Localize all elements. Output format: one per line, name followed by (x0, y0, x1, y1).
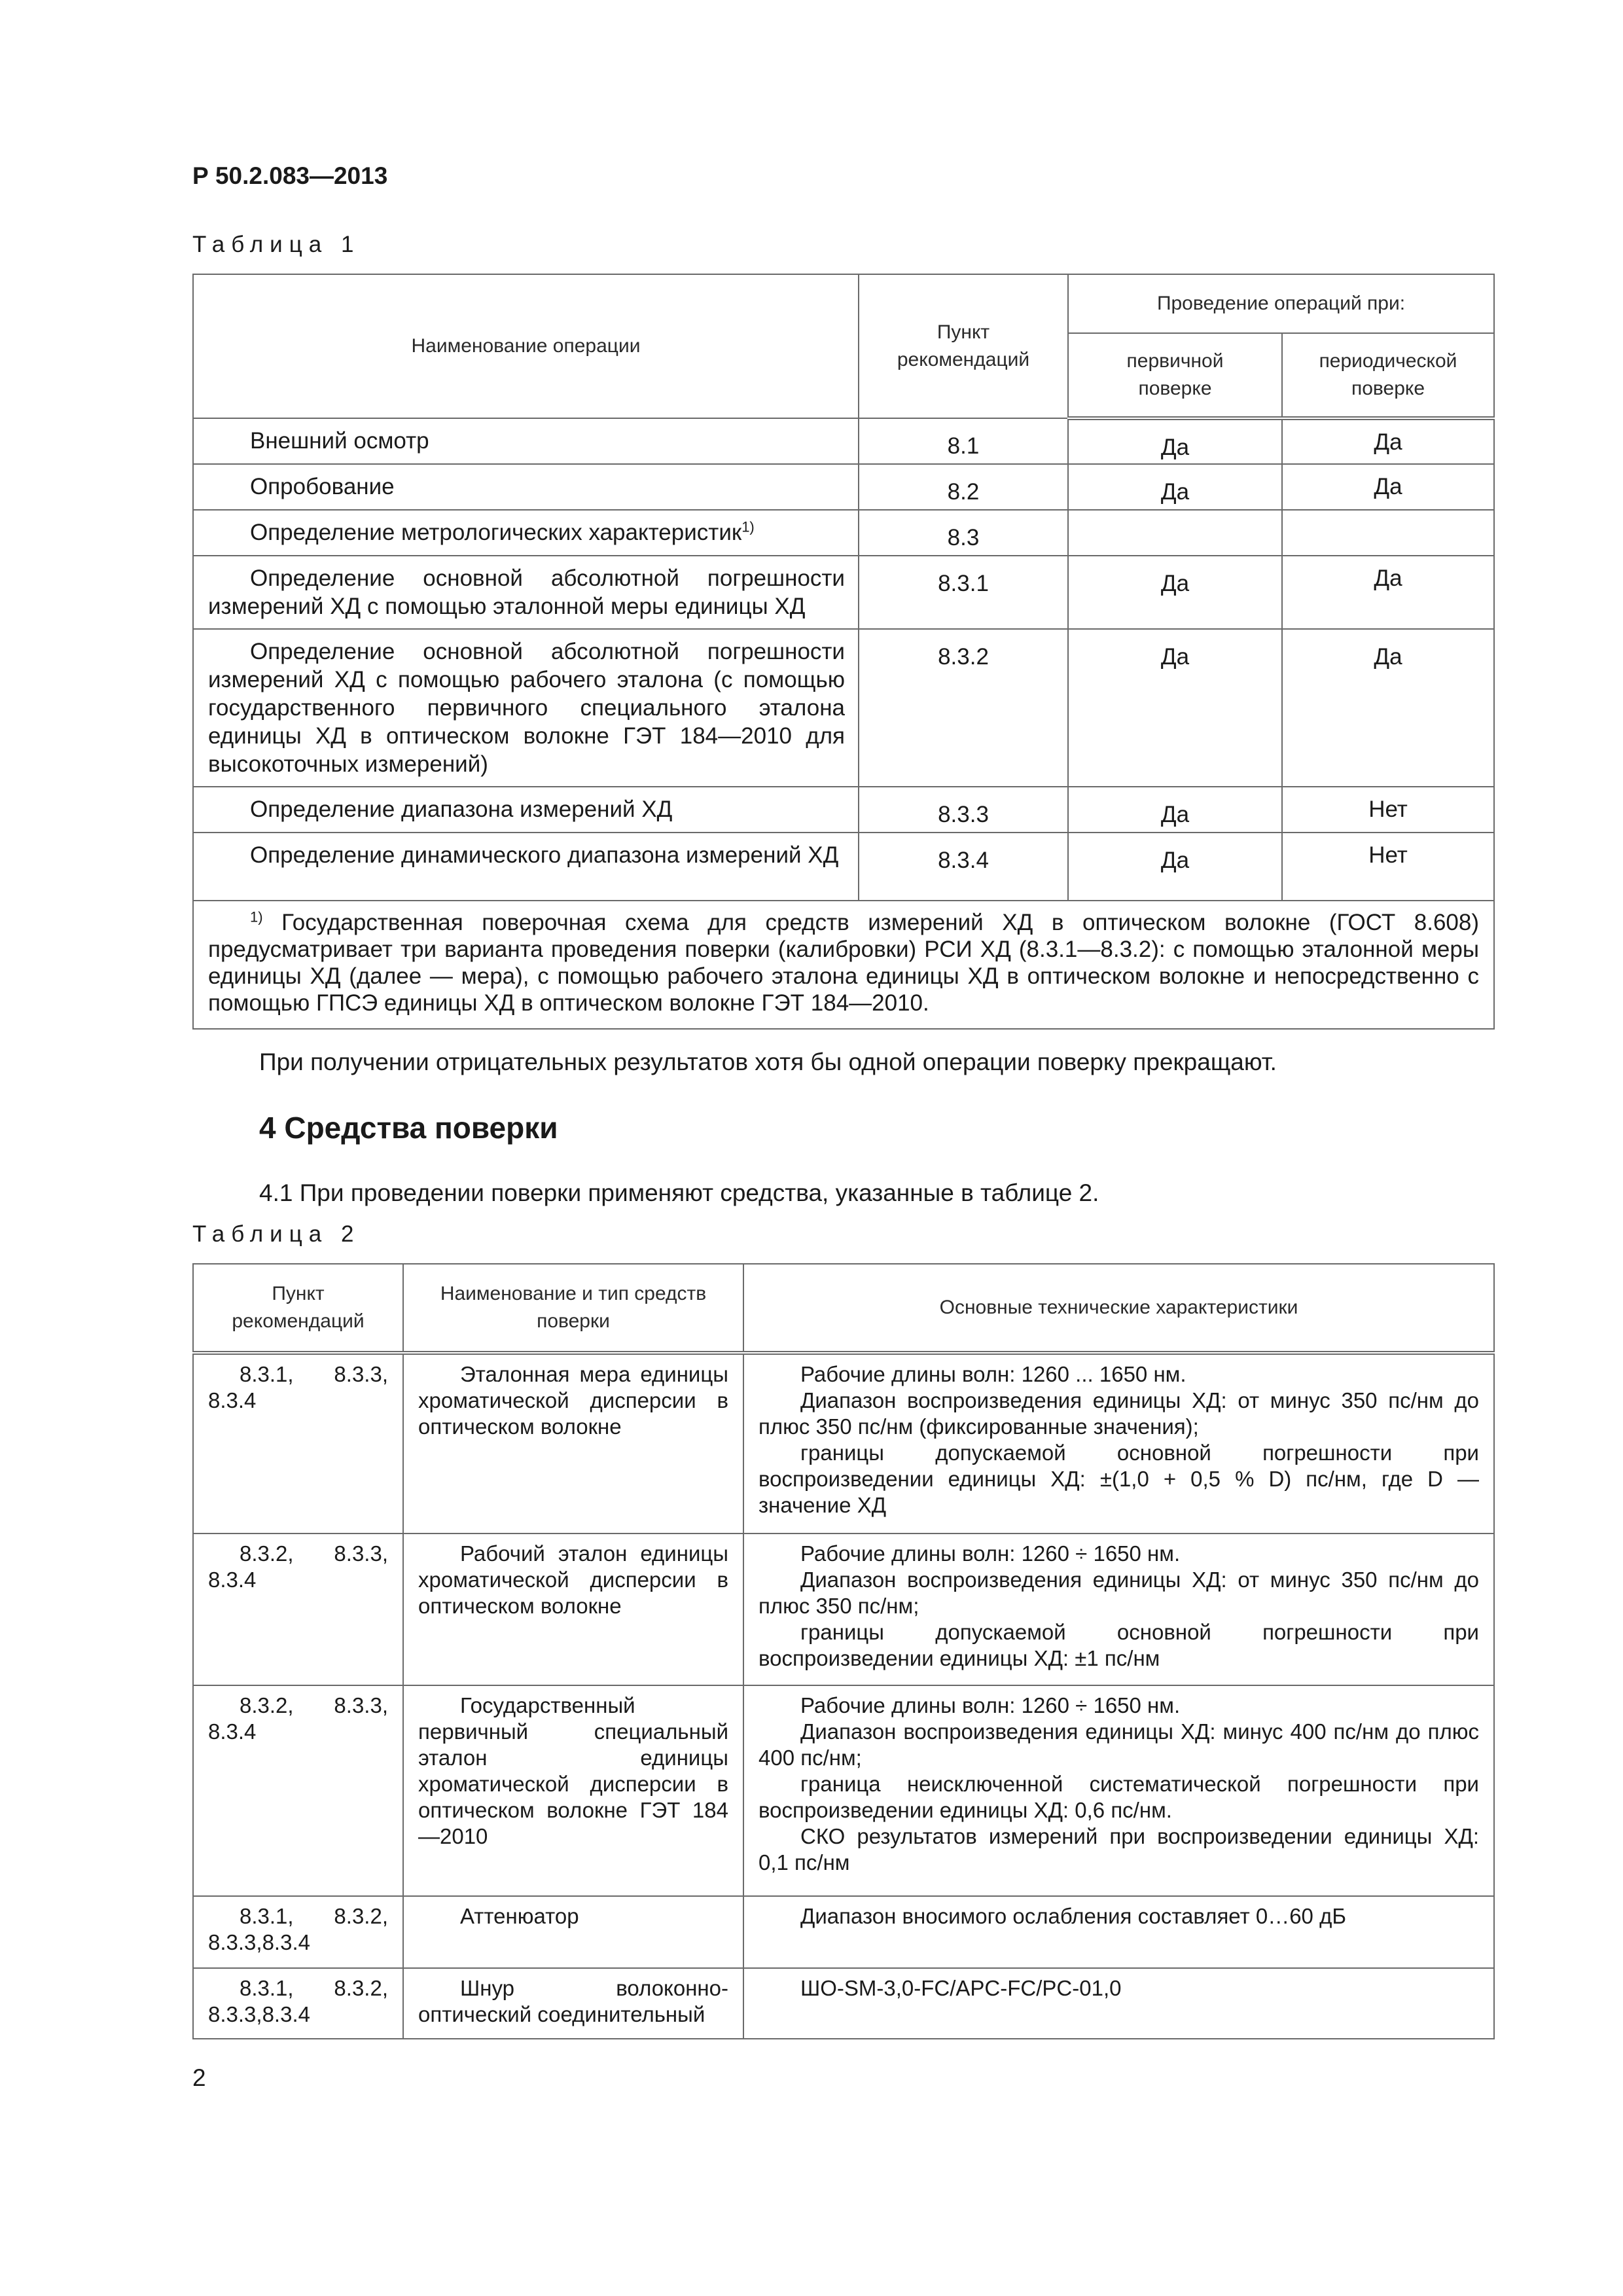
means-specs: ШО-SM-3,0-FC/APC-FC/PC-01,0 (743, 1968, 1494, 2039)
operation-periodic: Да (1282, 464, 1494, 510)
operation-name: Определение диапазона измерений ХД (193, 787, 859, 833)
paragraph-negative-results: При получении отрицательных результатов хотя бы одной операции поверку прекращают. (259, 1049, 1277, 1075)
header-specs: Основные технические характеристики (743, 1264, 1494, 1353)
operation-periodic: Да (1282, 556, 1494, 629)
operation-clause: 8.3 (859, 510, 1068, 556)
document-code: Р 50.2.083—2013 (192, 162, 388, 189)
operation-name: Опробование (193, 464, 859, 510)
operation-clause: 8.3.4 (859, 833, 1068, 901)
table-row (193, 510, 1494, 556)
means-clause: 8.3.1, 8.3.2, 8.3.3,8.3.4 (193, 1968, 403, 2039)
operation-name: Определение динамического диапазона измерений ХД (193, 833, 859, 901)
table-row (193, 629, 1494, 787)
header-clause: Пункт рекомендаций (193, 1264, 403, 1353)
operation-primary: Да (1068, 418, 1282, 464)
means-clause: 8.3.1, 8.3.3, 8.3.4 (193, 1353, 403, 1534)
operation-clause: 8.2 (859, 464, 1068, 510)
means-specs: Рабочие длины волн: 1260 ... 1650 нм. Диапазон воспроизведения единицы ХД: от минус 350 пс/нм до плюс 350 пс/нм (фиксированные значения); границы допускаемой основной погрешности при воспроизведении единицы ХД: ±(1,0 + 0,5 % D) пс/нм, где D — значение ХД (743, 1353, 1494, 1534)
means-clause: 8.3.2, 8.3.3, 8.3.4 (193, 1685, 403, 1896)
operation-name: Внешний осмотр (193, 418, 859, 464)
header-operation: Наименование операции (193, 274, 859, 418)
means-specs: Рабочие длины волн: 1260 ÷ 1650 нм. Диапазон воспроизведения единицы ХД: от минус 350 пс/нм до плюс 350 пс/нм; границы допускаемой основной погрешности при воспроизведении единицы ХД: ±1 пс/нм (743, 1534, 1494, 1685)
operation-primary: Да (1068, 464, 1282, 510)
header-operations-group: Проведение операций при: (1068, 274, 1494, 333)
header-name: Наименование и тип средств поверки (403, 1264, 743, 1353)
paragraph-4-1: 4.1 При проведении поверки применяют средства, указанные в таблице 2. (259, 1179, 1099, 1206)
operation-periodic: Да (1282, 418, 1494, 464)
table-row (193, 1353, 1494, 1534)
header-periodic: периодической поверке (1282, 333, 1494, 418)
operation-primary: Да (1068, 629, 1282, 787)
means-specs: Рабочие длины волн: 1260 ÷ 1650 нм. Диапазон воспроизведения единицы ХД: минус 400 пс/нм до плюс 400 пс/нм; граница неисключенной систематической погрешности при воспроизведении единицы ХД: 0,6 пс/нм. СКО результатов измерений при воспроизведении единицы ХД: 0,1 пс/нм (743, 1685, 1494, 1896)
operation-primary: Да (1068, 787, 1282, 833)
table-row (193, 1534, 1494, 1685)
table-row (193, 1968, 1494, 2039)
operation-clause: 8.3.3 (859, 787, 1068, 833)
operation-name: Определение метрологических характеристик$^{1)}$ (193, 510, 859, 556)
table-row (193, 556, 1494, 629)
header-clause: Пункт рекомендаций (859, 274, 1068, 418)
operation-periodic: Нет (1282, 787, 1494, 833)
operation-clause: 8.3.1 (859, 556, 1068, 629)
means-name: Аттенюатор (403, 1896, 743, 1968)
means-name: Эталонная мера единицы хроматической дисперсии в оптическом волокне (403, 1353, 743, 1534)
table-row (193, 1685, 1494, 1896)
footnote-mark: 1) (250, 908, 263, 925)
footnote-ref: 1) (741, 518, 755, 535)
means-name: Шнур волоконно-оптический соединительный (403, 1968, 743, 2039)
operation-primary: Да (1068, 833, 1282, 901)
operation-primary (1068, 510, 1282, 556)
footnote-text: Государственная поверочная схема для средств измерений ХД в оптическом волокне (ГОСТ 8.608) предусматривает три варианта проведения поверки (калибровки) РСИ ХД (8.3.1—8.3.2): с помощью эталонной меры единицы ХД (далее — мера), с помощью рабочего эталона единицы ХД в оптическом волокне и непосредственно с помощью ГПСЭ единицы ХД в оптическом волокне ГЭТ 184—2010. (208, 910, 1480, 1016)
means-specs: Диапазон вносимого ослабления составляет 0…60 дБ (743, 1896, 1494, 1968)
means-name: Рабочий эталон единицы хроматической дисперсии в оптическом волокне (403, 1534, 743, 1685)
means-clause: 8.3.2, 8.3.3, 8.3.4 (193, 1534, 403, 1685)
header-primary: первичной поверке (1068, 333, 1282, 418)
operation-periodic: Нет (1282, 833, 1494, 901)
table-row (193, 787, 1494, 833)
table-row (193, 833, 1494, 901)
table-row (193, 418, 1494, 464)
table1-footnote (193, 901, 1494, 1029)
page-number: 2 (192, 2064, 206, 2091)
operation-name: Определение основной абсолютной погрешности измерений ХД с помощью рабочего эталона (с помощью государственного первичного специального эталона единицы ХД в оптическом волокне ГЭТ 184—2010 для высокоточных измерений) (193, 629, 859, 787)
table-row (193, 1896, 1494, 1968)
operation-primary: Да (1068, 556, 1282, 629)
operation-clause: 8.1 (859, 418, 1068, 464)
operation-periodic (1282, 510, 1494, 556)
table2-caption: Таблица 2 (192, 1221, 361, 1247)
means-name: Государственный первичный специальный эталон единицы хроматической дисперсии в оптическом волокне ГЭТ 184—2010 (403, 1685, 743, 1896)
means-clause: 8.3.1, 8.3.2, 8.3.3,8.3.4 (193, 1896, 403, 1968)
verification-means-table (192, 1263, 1495, 2039)
operation-clause: 8.3.2 (859, 629, 1068, 787)
operation-periodic: Да (1282, 629, 1494, 787)
table1-caption: Таблица 1 (192, 232, 361, 257)
section-heading: 4 Средства поверки (259, 1111, 558, 1145)
table-row (193, 464, 1494, 510)
operations-table (192, 274, 1495, 1030)
operation-name: Определение основной абсолютной погрешности измерений ХД с помощью эталонной меры единицы ХД (193, 556, 859, 629)
